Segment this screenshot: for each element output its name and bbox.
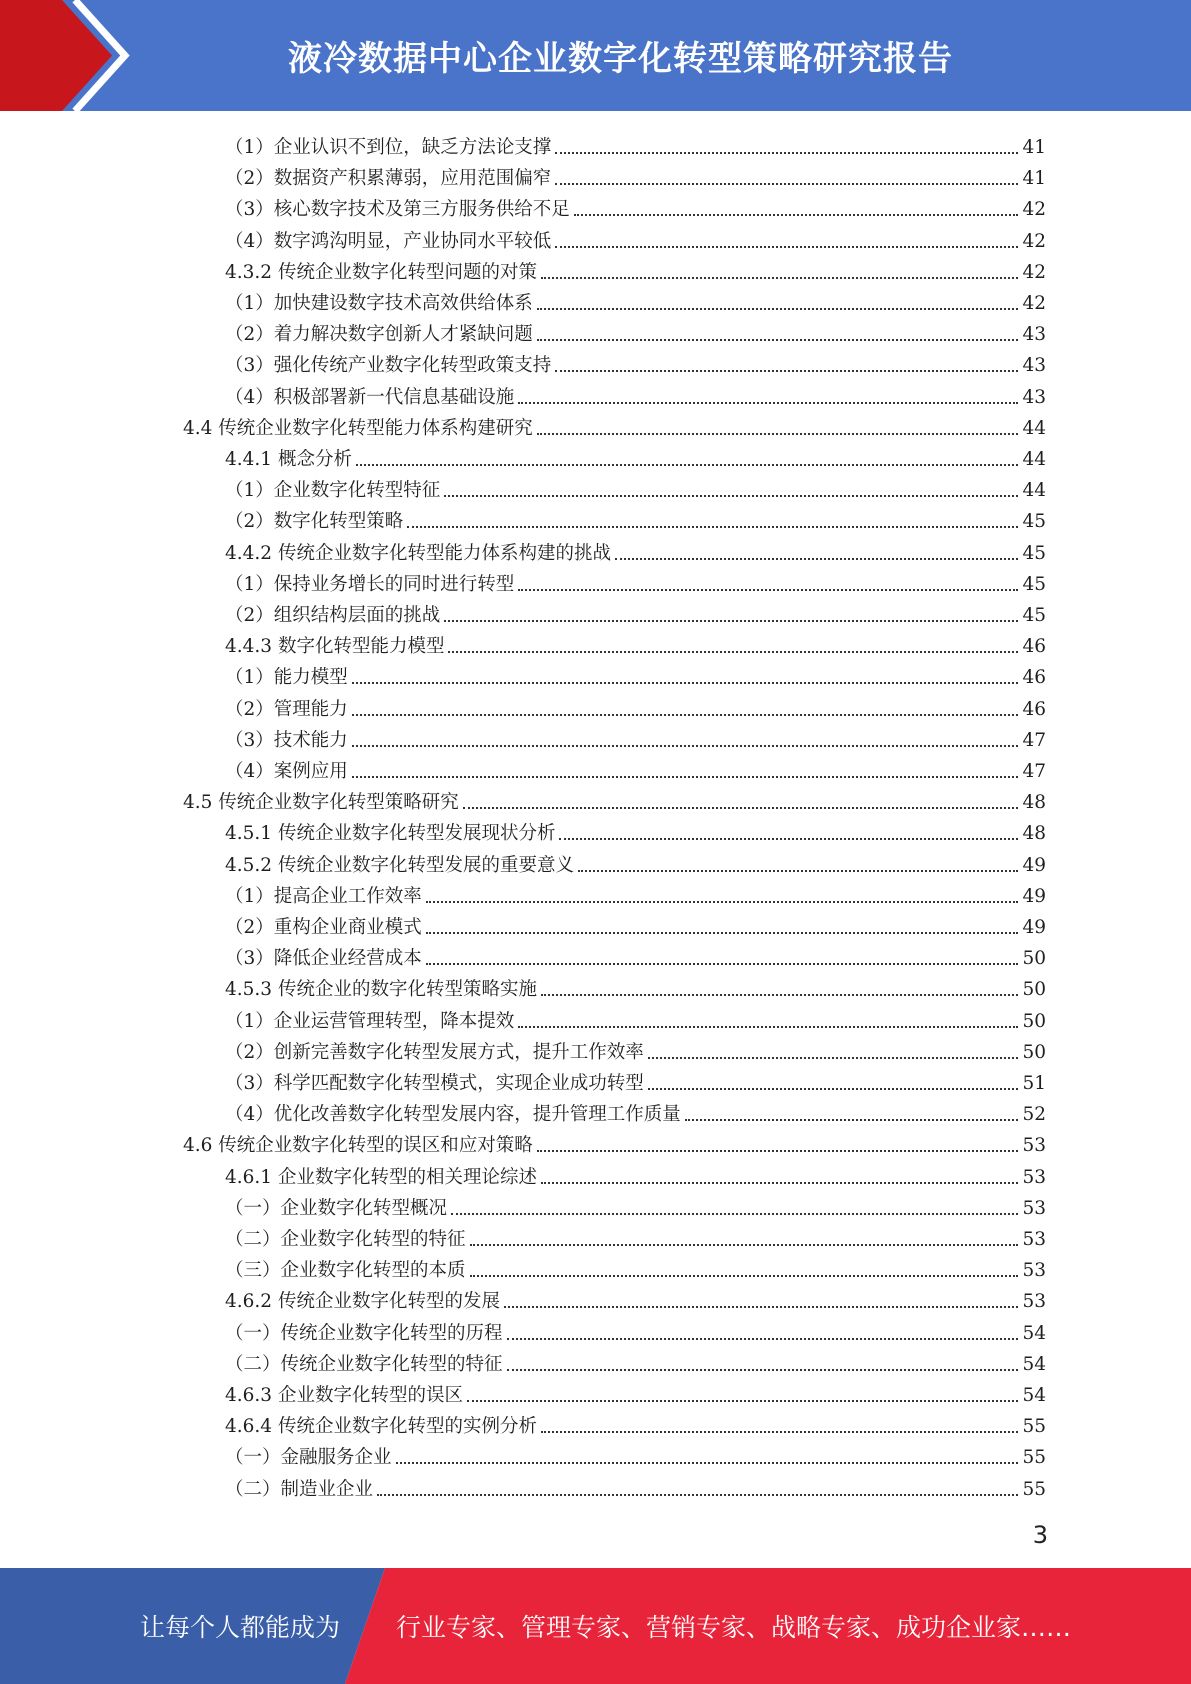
toc-entry-title: 4.6.2 传统企业数字化转型的发展 bbox=[225, 1291, 500, 1313]
toc-entry-title: （一）传统企业数字化转型的历程 bbox=[225, 1322, 503, 1344]
toc-leader-dots bbox=[507, 1369, 1019, 1371]
toc-entry-title: （1）企业数字化转型特征 bbox=[225, 480, 441, 502]
toc-leader-dots bbox=[356, 464, 1019, 466]
toc-entry-title: （二）制造业企业 bbox=[225, 1478, 374, 1500]
toc-entry-page: 48 bbox=[1022, 823, 1046, 845]
toc-entry-title: （2）数字化转型策略 bbox=[225, 511, 404, 533]
toc-entry[interactable] bbox=[225, 128, 1046, 159]
toc-entry-page: 45 bbox=[1022, 605, 1046, 626]
toc-leader-dots bbox=[451, 1213, 1018, 1215]
toc-entry-page: 53 bbox=[1022, 1135, 1046, 1157]
toc-entry-page: 53 bbox=[1022, 1229, 1046, 1250]
toc-leader-dots bbox=[444, 495, 1018, 497]
toc-entry-title: （3）技术能力 bbox=[225, 729, 348, 751]
toc-entry-page: 55 bbox=[1022, 1447, 1046, 1469]
toc-entry-page: 49 bbox=[1022, 885, 1046, 907]
toc-entry-title: 4.6.3 企业数字化转型的误区 bbox=[225, 1385, 463, 1406]
toc-entry[interactable] bbox=[225, 877, 1046, 908]
toc-entry[interactable] bbox=[225, 1002, 1046, 1033]
toc-entry-title: 4.5.3 传统企业的数字化转型策略实施 bbox=[225, 979, 537, 1001]
toc-entry[interactable] bbox=[225, 1064, 1046, 1095]
toc-entry-page: 53 bbox=[1022, 1197, 1046, 1219]
toc-entry-title: （4）数字鸿沟明显，产业协同水平较低 bbox=[225, 230, 552, 252]
toc-entry-page: 55 bbox=[1022, 1416, 1046, 1438]
toc-entry[interactable] bbox=[225, 846, 1046, 877]
toc-leader-dots bbox=[467, 1400, 1018, 1402]
toc-entry-title: （2）创新完善数字化转型发展方式，提升工作效率 bbox=[225, 1041, 644, 1063]
toc-leader-dots bbox=[463, 807, 1019, 809]
toc-entry-title: （三）企业数字化转型的本质 bbox=[225, 1260, 466, 1282]
toc-entry-title: （1）加快建设数字技术高效供给体系 bbox=[225, 293, 533, 314]
toc-entry[interactable] bbox=[225, 721, 1046, 752]
toc-entry[interactable] bbox=[183, 409, 1046, 440]
toc-leader-dots bbox=[352, 776, 1019, 778]
toc-leader-dots bbox=[396, 1462, 1019, 1464]
toc-entry-page: 42 bbox=[1022, 230, 1046, 252]
toc-entry[interactable] bbox=[225, 471, 1046, 502]
toc-entry-page: 50 bbox=[1022, 948, 1046, 970]
toc-entry-title: （4）优化改善数字化转型发展内容，提升管理工作质量 bbox=[225, 1104, 681, 1126]
toc-entry-title: （1）保持业务增长的同时进行转型 bbox=[225, 573, 515, 595]
toc-entry-page: 51 bbox=[1022, 1073, 1046, 1094]
toc-entry-page: 50 bbox=[1022, 1010, 1046, 1032]
toc-entry-title: 4.5.1 传统企业数字化转型发展现状分析 bbox=[225, 823, 556, 845]
toc-entry-page: 54 bbox=[1022, 1385, 1046, 1406]
toc-entry[interactable] bbox=[225, 1158, 1046, 1189]
toc-entry-title: （4）积极部署新一代信息基础设施 bbox=[225, 386, 515, 408]
toc-entry-page: 46 bbox=[1022, 667, 1046, 689]
toc-leader-dots bbox=[518, 589, 1018, 591]
toc-entry[interactable] bbox=[225, 440, 1046, 471]
toc-entry-page: 48 bbox=[1022, 792, 1046, 814]
toc-leader-dots bbox=[470, 1275, 1019, 1277]
toc-entry[interactable] bbox=[225, 565, 1046, 596]
toc-leader-dots bbox=[615, 558, 1018, 560]
toc-entry[interactable] bbox=[225, 1407, 1046, 1438]
toc-entry[interactable] bbox=[225, 908, 1046, 939]
toc-entry-page: 54 bbox=[1022, 1322, 1046, 1344]
toc-entry-title: （2）重构企业商业模式 bbox=[225, 917, 422, 938]
toc-entry-page: 49 bbox=[1022, 917, 1046, 938]
toc-leader-dots bbox=[426, 963, 1019, 965]
toc-leader-dots bbox=[555, 370, 1018, 372]
toc-leader-dots bbox=[578, 870, 1018, 872]
toc-leader-dots bbox=[648, 1088, 1019, 1090]
toc-entry-title: 4.5.2 传统企业数字化转型发展的重要意义 bbox=[225, 854, 574, 876]
header-chevron-decoration bbox=[0, 0, 170, 111]
toc-leader-dots bbox=[507, 1338, 1019, 1340]
toc-leader-dots bbox=[648, 1057, 1019, 1059]
toc-entry-title: （2）组织结构层面的挑战 bbox=[225, 605, 441, 626]
toc-entry-title: 4.6 传统企业数字化转型的误区和应对策略 bbox=[183, 1135, 533, 1157]
toc-entry[interactable] bbox=[225, 596, 1046, 627]
toc-entry-page: 53 bbox=[1022, 1260, 1046, 1282]
toc-entry-page: 53 bbox=[1022, 1166, 1046, 1188]
toc-entry-page: 42 bbox=[1022, 293, 1046, 314]
toc-entry-title: （1）企业运营管理转型，降本提效 bbox=[225, 1010, 515, 1032]
toc-entry[interactable] bbox=[225, 814, 1046, 845]
toc-entry-title: （1）提高企业工作效率 bbox=[225, 885, 422, 907]
toc-leader-dots bbox=[555, 183, 1018, 185]
toc-entry-title: （一）企业数字化转型概况 bbox=[225, 1197, 448, 1219]
toc-leader-dots bbox=[518, 402, 1018, 404]
toc-entry-title: （2）数据资产积累薄弱，应用范围偏窄 bbox=[225, 168, 552, 190]
toc-entry-page: 43 bbox=[1022, 324, 1046, 346]
toc-leader-dots bbox=[537, 339, 1019, 341]
toc-entry[interactable] bbox=[225, 284, 1046, 315]
toc-entry[interactable] bbox=[225, 1189, 1046, 1220]
toc-entry-title: （一）金融服务企业 bbox=[225, 1447, 392, 1469]
toc-entry-title: （3）强化传统产业数字化转型政策支持 bbox=[225, 355, 552, 377]
toc-entry[interactable] bbox=[225, 346, 1046, 377]
toc-leader-dots bbox=[352, 682, 1019, 684]
toc-entry-page: 46 bbox=[1022, 698, 1046, 720]
toc-entry-page: 50 bbox=[1022, 1041, 1046, 1063]
toc-entry[interactable] bbox=[225, 1345, 1046, 1376]
toc-entry[interactable] bbox=[225, 1470, 1046, 1501]
toc-entry[interactable] bbox=[225, 253, 1046, 284]
toc-entry-page: 47 bbox=[1022, 761, 1046, 782]
toc-leader-dots bbox=[541, 277, 1018, 279]
toc-entry[interactable] bbox=[225, 534, 1046, 565]
toc-entry-page: 55 bbox=[1022, 1478, 1046, 1500]
toc-entry[interactable] bbox=[225, 159, 1046, 190]
toc-entry[interactable] bbox=[225, 1251, 1046, 1282]
toc-entry-title: 4.6.1 企业数字化转型的相关理论综述 bbox=[225, 1166, 537, 1188]
toc-entry-title: （3）降低企业经营成本 bbox=[225, 948, 422, 970]
toc-leader-dots bbox=[541, 1182, 1018, 1184]
toc-entry-title: 4.5 传统企业数字化转型策略研究 bbox=[183, 792, 459, 814]
toc-leader-dots bbox=[541, 994, 1018, 996]
toc-leader-dots bbox=[448, 651, 1018, 653]
toc-entry-page: 44 bbox=[1022, 480, 1046, 502]
toc-entry-page: 43 bbox=[1022, 386, 1046, 408]
toc-entry-title: 4.3.2 传统企业数字化转型问题的对策 bbox=[225, 261, 537, 283]
toc-entry-page: 47 bbox=[1022, 729, 1046, 751]
toc-entry-title: （二）传统企业数字化转型的特征 bbox=[225, 1353, 503, 1375]
toc-entry-title: （2）管理能力 bbox=[225, 698, 348, 720]
toc-entry-title: （3）核心数字技术及第三方服务供给不足 bbox=[225, 199, 570, 221]
toc-entry-title: 4.4.1 概念分析 bbox=[225, 449, 352, 470]
toc-entry-page: 50 bbox=[1022, 979, 1046, 1001]
toc-entry-page: 42 bbox=[1022, 261, 1046, 283]
toc-entry-title: （4）案例应用 bbox=[225, 761, 348, 782]
toc-leader-dots bbox=[426, 932, 1019, 934]
page-number: 3 bbox=[1032, 1521, 1048, 1549]
toc-entry[interactable] bbox=[225, 315, 1046, 346]
toc-entry[interactable] bbox=[225, 752, 1046, 783]
toc-leader-dots bbox=[426, 901, 1019, 903]
toc-entry-title: （3）科学匹配数字化转型模式，实现企业成功转型 bbox=[225, 1073, 644, 1094]
toc-entry[interactable] bbox=[225, 1095, 1046, 1126]
toc-entry[interactable] bbox=[225, 1282, 1046, 1313]
toc-entry[interactable] bbox=[225, 378, 1046, 409]
toc-entry-page: 42 bbox=[1022, 199, 1046, 221]
toc-leader-dots bbox=[685, 1119, 1019, 1121]
toc-leader-dots bbox=[559, 838, 1018, 840]
toc-leader-dots bbox=[504, 1306, 1018, 1308]
toc-entry[interactable] bbox=[225, 690, 1046, 721]
toc-entry[interactable] bbox=[225, 1220, 1046, 1251]
toc-leader-dots bbox=[537, 308, 1019, 310]
toc-entry-page: 45 bbox=[1022, 511, 1046, 533]
toc-leader-dots bbox=[537, 1150, 1019, 1152]
toc-leader-dots bbox=[541, 1431, 1018, 1433]
footer-slogan-right: 行业专家、管理专家、营销专家、战略专家、成功企业家…… bbox=[396, 1613, 1072, 1642]
footer-slogan-left: 让每个人都能成为 bbox=[140, 1613, 341, 1642]
toc-entry-page: 45 bbox=[1022, 542, 1046, 564]
toc-leader-dots bbox=[377, 1494, 1018, 1496]
toc-leader-dots bbox=[555, 152, 1018, 154]
toc-entry-page: 46 bbox=[1022, 636, 1046, 658]
toc-entry-page: 43 bbox=[1022, 355, 1046, 377]
toc-leader-dots bbox=[470, 1244, 1019, 1246]
toc-entry-page: 54 bbox=[1022, 1353, 1046, 1375]
toc-entry[interactable] bbox=[225, 627, 1046, 658]
toc-leader-dots bbox=[537, 433, 1019, 435]
toc-entry-title: 4.6.4 传统企业数字化转型的实例分析 bbox=[225, 1416, 537, 1438]
toc-leader-dots bbox=[444, 620, 1018, 622]
toc-entry-title: 4.4 传统企业数字化转型能力体系构建研究 bbox=[183, 417, 533, 439]
toc-entry-title: 4.4.3 数字化转型能力模型 bbox=[225, 636, 445, 658]
toc-entry-page: 52 bbox=[1022, 1104, 1046, 1126]
toc-entry-title: 4.4.2 传统企业数字化转型能力体系构建的挑战 bbox=[225, 542, 611, 564]
toc-leader-dots bbox=[407, 526, 1018, 528]
report-title: 液冷数据中心企业数字化转型策略研究报告 bbox=[288, 39, 953, 79]
toc-entry-title: （2）着力解决数字创新人才紧缺问题 bbox=[225, 324, 533, 346]
toc-leader-dots bbox=[555, 246, 1018, 248]
toc-entry[interactable] bbox=[183, 783, 1046, 814]
toc-entry[interactable] bbox=[225, 1376, 1046, 1407]
toc-entry[interactable] bbox=[225, 658, 1046, 689]
toc-entry-title: （1）能力模型 bbox=[225, 667, 348, 689]
toc-entry[interactable] bbox=[225, 1033, 1046, 1064]
toc-entry[interactable] bbox=[225, 939, 1046, 970]
toc-entry[interactable] bbox=[225, 190, 1046, 221]
toc-entry-page: 41 bbox=[1022, 168, 1046, 190]
toc-leader-dots bbox=[518, 1026, 1018, 1028]
toc-entry-page: 44 bbox=[1022, 449, 1046, 470]
toc-entry-title: （1）企业认识不到位，缺乏方法论支撑 bbox=[225, 137, 552, 158]
toc-entry[interactable] bbox=[225, 970, 1046, 1001]
toc-entry-page: 41 bbox=[1022, 137, 1046, 158]
toc-entry-page: 53 bbox=[1022, 1291, 1046, 1313]
toc-entry-page: 45 bbox=[1022, 573, 1046, 595]
toc-entry[interactable] bbox=[225, 1314, 1046, 1345]
toc-entry[interactable] bbox=[225, 1438, 1046, 1469]
toc-entry[interactable] bbox=[225, 222, 1046, 253]
page-footer bbox=[0, 1568, 1191, 1684]
toc-entry-page: 49 bbox=[1022, 854, 1046, 876]
toc-leader-dots bbox=[574, 214, 1019, 216]
toc-leader-dots bbox=[352, 745, 1019, 747]
page-header bbox=[0, 0, 1191, 111]
toc-entry[interactable] bbox=[225, 502, 1046, 533]
toc-leader-dots bbox=[352, 714, 1019, 716]
toc-entry[interactable] bbox=[183, 1126, 1046, 1157]
toc-entry-page: 44 bbox=[1022, 417, 1046, 439]
toc-entry-title: （二）企业数字化转型的特征 bbox=[225, 1229, 466, 1250]
